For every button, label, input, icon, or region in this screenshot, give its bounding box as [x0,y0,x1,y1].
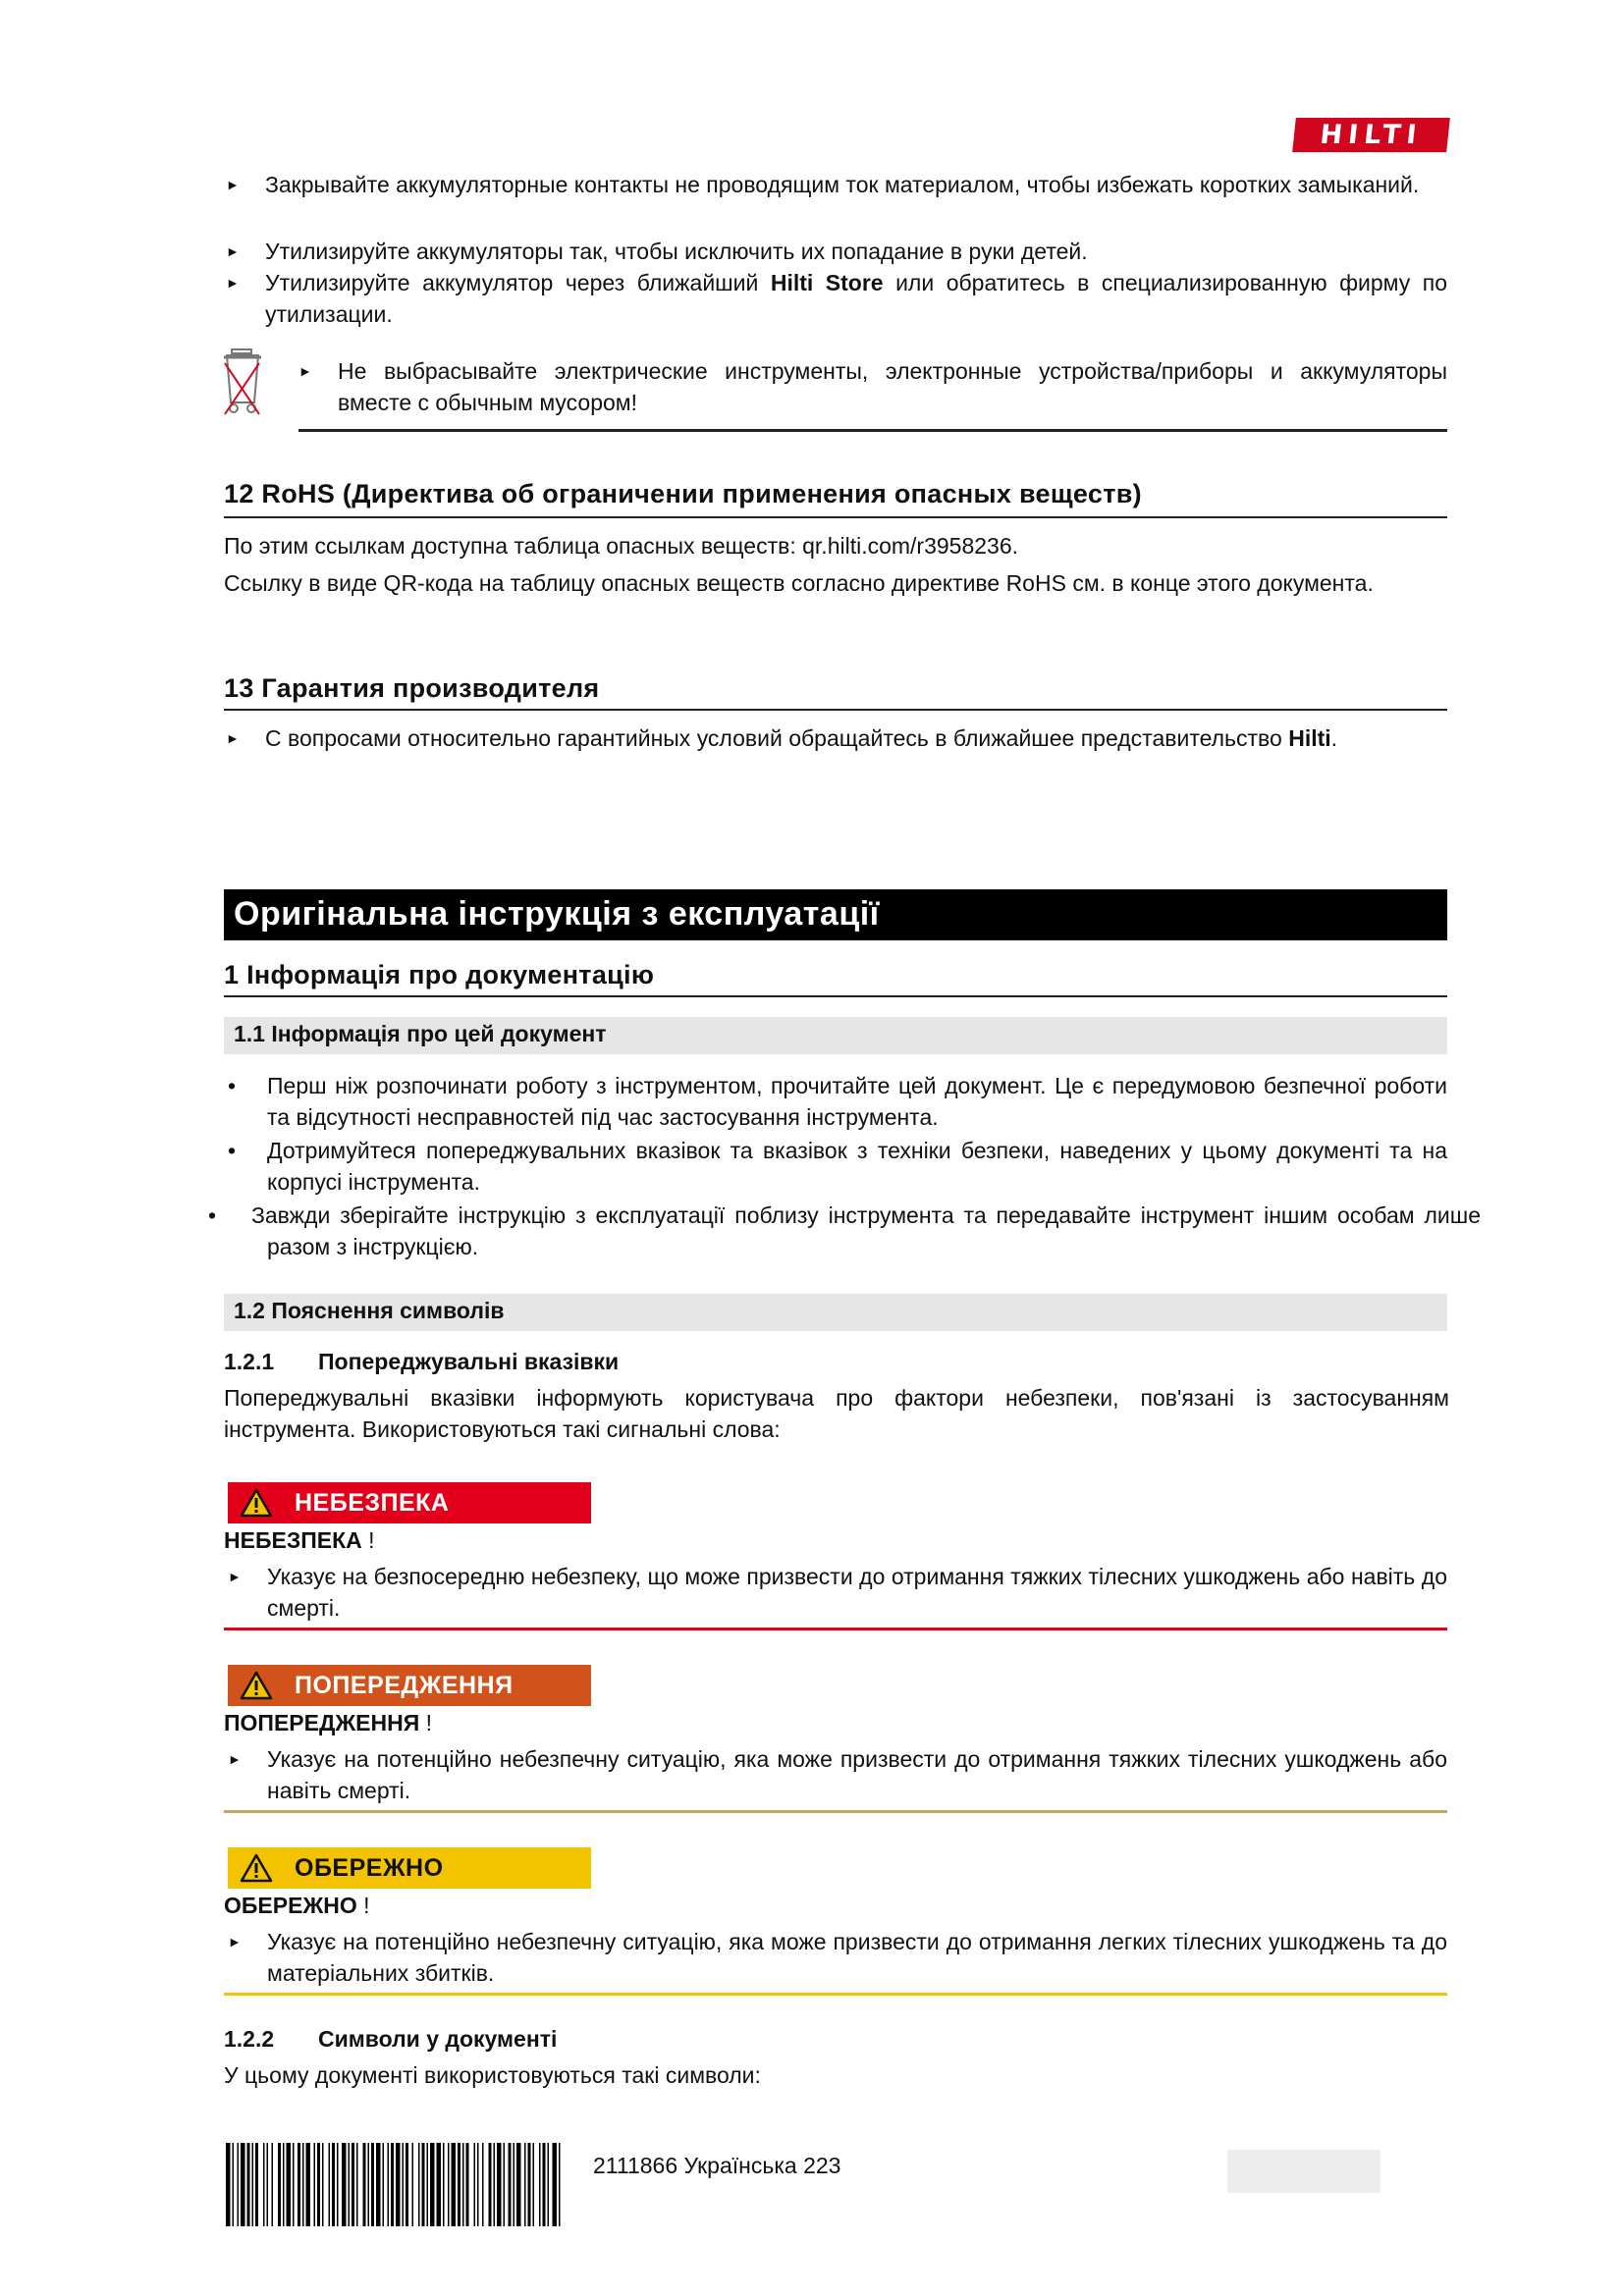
warning-text: ► Указує на потенційно небезпечну ситуацію, яка може призвести до отримання тяжких тілесних ушкоджень або навіть смерті. [267,1743,1447,1806]
ua-section-122-heading: Символи у документі [318,2026,558,2052]
barcode-bar [509,2143,512,2226]
barcode-bar [430,2143,435,2226]
barcode-bar [226,2143,231,2226]
barcode-bar [317,2143,320,2226]
barcode-bar [272,2143,274,2226]
danger-signal-bar: НЕБЕЗПЕКА [228,1482,591,1523]
bullet-dot-icon: • [228,1138,237,1163]
barcode-bar [524,2143,526,2226]
barcode-bar [267,2143,269,2226]
barcode-bar [514,2143,515,2226]
footer-grey-box [1227,2150,1380,2193]
ua-section-12-heading: 1.2 Пояснення символів [234,1298,505,1323]
danger-title: НЕБЕЗПЕКА ! [224,1527,375,1553]
section-13-bullet: ► С вопросами относительно гарантийных условий обращайтесь в ближайшее представительство Hilti. [265,722,1447,754]
ua-section-12-bar [224,1294,1447,1331]
bullet-arrow-icon: ► [226,730,240,746]
barcode-bar [504,2143,506,2226]
section-12-line2: Ссылку в виде QR-кода на таблицу опасных веществ согласно директиве RoHS см. в конце этого документа. [224,570,1374,596]
barcode-bar [559,2143,561,2226]
barcode-bar [458,2143,460,2226]
barcode-bar [287,2143,292,2226]
ua-section-11-heading: 1.1 Інформація про цей документ [234,1021,607,1046]
ua-section-1-heading: 1 Інформація про документацію [224,960,655,989]
section-12-line1: По этим ссылкам доступна таблица опасных веществ: qr.hilti.com/r3958236. [224,533,1019,559]
caution-text: ► Указує на потенційно небезпечну ситуацію, яка може призвести до отримання легких тілесних ушкоджень та до матеріальних збитків. [267,1926,1447,1989]
barcode-bar [342,2143,347,2226]
caution-title: ОБЕРЕЖНО ! [224,1893,370,1918]
barcode-bar [371,2143,374,2226]
barcode-bar [396,2143,401,2226]
warning-signal-bar: ПОПЕРЕДЖЕННЯ [228,1665,591,1706]
barcode-bar [302,2143,304,2226]
ua-bullet-read: • Перш ніж розпочинати роботу з інструментом, прочитайте цей документ. Це є передумовою безпечної роботи та відсутності несправностей під час застосування інструмента. [267,1070,1447,1133]
warning-triangle-icon [240,1671,273,1700]
bullet-arrow-icon: ► [228,1569,242,1584]
barcode-bar [233,2143,235,2226]
barcode-bar [489,2143,492,2226]
ua-section-121-number: 1.2.1 [224,1349,275,1374]
barcode-bar [533,2143,535,2226]
barcode-bar [539,2143,541,2226]
barcode-bar [448,2143,450,2226]
barcode-bar [383,2143,385,2226]
barcode-bar [337,2143,339,2226]
barcode-bar [462,2143,464,2226]
barcode-bar [263,2143,265,2226]
barcode-bar [322,2143,324,2226]
bullet-hilti-store: ► Утилизируйте аккумулятор через ближайший Hilti Store или обратитесь в специализированную фирму по утилизации. [265,267,1447,330]
barcode-bar [548,2143,550,2226]
disposal-note: ► Не выбрасывайте электрические инструменты, электронные устройства/приборы и аккумуляторы вместе с обычным мусором! [338,355,1447,418]
ua-bullet-keep: • Завжди зберігайте інструкцію з експлуатації поблизу інструмента та передавайте інструмент іншим особам лише разом з інструкцією. [208,1202,1481,1259]
barcode-bar [363,2143,366,2226]
bullet-dot-icon: • [228,1073,237,1098]
barcode-bar [403,2143,405,2226]
note-divider [298,429,1447,432]
barcode [224,2143,564,2226]
warning-triangle-icon [240,1853,273,1883]
barcode-bar [388,2143,390,2226]
barcode-bar [474,2143,476,2226]
ua-section-1-rule [224,995,1447,997]
warning-triangle-icon [240,1488,273,1518]
barcode-bar [283,2143,285,2226]
section-13-heading: 13 Гарантия производителя [224,673,600,703]
barcode-bar [349,2143,351,2226]
section-12-heading: 12 RoHS (Директива об ограничении применения опасных веществ) [224,479,1142,508]
barcode-bar [255,2143,258,2226]
barcode-bar [238,2143,240,2226]
barcode-bar [443,2143,445,2226]
ua-title: Оригінальна інструкція з експлуатації [234,895,880,933]
ua-bullet-follow: • Дотримуйтеся попереджувальних вказівок та вказівок з техніки безпеки, наведених у цьому документі та на корпусі інструмента. [267,1135,1447,1198]
barcode-bar [329,2143,331,2226]
barcode-bar [477,2143,479,2226]
barcode-bar [516,2143,521,2226]
barcode-bar [406,2143,408,2226]
barcode-bar [427,2143,429,2226]
barcode-bar [391,2143,394,2226]
barcode-bar [306,2143,311,2226]
warning-title: ПОПЕРЕДЖЕННЯ ! [224,1710,433,1735]
barcode-bar [352,2143,354,2226]
barcode-bar [418,2143,420,2226]
section-13-rule [224,709,1447,711]
bullet-children: ► Утилизируйте аккумуляторы так, чтобы исключить их попадание в руки детей. [265,236,1447,267]
barcode-bar [494,2143,496,2226]
bullet-contacts: ► Закрывайте аккумуляторные контакты не проводящим ток материалом, чтобы избежать коротких замыканий. [265,169,1447,200]
bullet-arrow-icon: ► [228,1934,242,1949]
section-12-rule [224,516,1447,518]
bullet-arrow-icon: ► [226,243,240,259]
barcode-bar [278,2143,281,2226]
crossed-bin-icon [222,344,263,422]
barcode-bar [437,2143,442,2226]
ua-section-122-text: У цьому документі використовуються такі символи: [224,2062,761,2088]
barcode-bar [332,2143,335,2226]
ua-section-121-heading: Попереджувальні вказівки [318,1349,620,1374]
hilti-logo: HILTI [1292,118,1450,152]
ua-section-11-bar [224,1017,1447,1054]
ua-section-121-text: Попереджувальні вказівки інформують користувача про фактори небезпеки, пов'язані із застосуванням інструмента. Використовуються такі сигнальні слова: [224,1385,1449,1442]
barcode-bar [543,2143,546,2226]
bullet-arrow-icon: ► [298,363,312,379]
bullet-arrow-icon: ► [226,275,240,291]
bullet-arrow-icon: ► [226,177,240,192]
footer-page-info: 2111866 Українська 223 [593,2153,841,2178]
danger-text: ► Указує на безпосередню небезпеку, що може призвести до отримання тяжких тілесних ушкоджень або навіть до смерті. [267,1561,1447,1624]
ua-section-122-number: 1.2.2 [224,2026,275,2052]
barcode-bar [356,2143,358,2226]
caution-signal-bar: ОБЕРЕЖНО [228,1847,591,1889]
barcode-bar [252,2143,254,2226]
barcode-bar [497,2143,502,2226]
barcode-bar [298,2143,300,2226]
barcode-bar [247,2143,250,2226]
barcode-bar [466,2143,469,2226]
barcode-bar [314,2143,316,2226]
barcode-bar [241,2143,245,2226]
danger-underline [224,1628,1447,1630]
barcode-bar [528,2143,531,2226]
warning-underline [224,1810,1447,1813]
barcode-bar [412,2143,414,2226]
barcode-bar [376,2143,381,2226]
barcode-bar [452,2143,457,2226]
barcode-bar [293,2143,295,2226]
bullet-arrow-icon: ► [228,1751,242,1767]
barcode-bar [368,2143,370,2226]
caution-underline [224,1993,1447,1996]
barcode-bar [422,2143,425,2226]
barcode-bar [553,2143,558,2226]
ua-title-bar [224,889,1447,940]
barcode-bar [482,2143,484,2226]
